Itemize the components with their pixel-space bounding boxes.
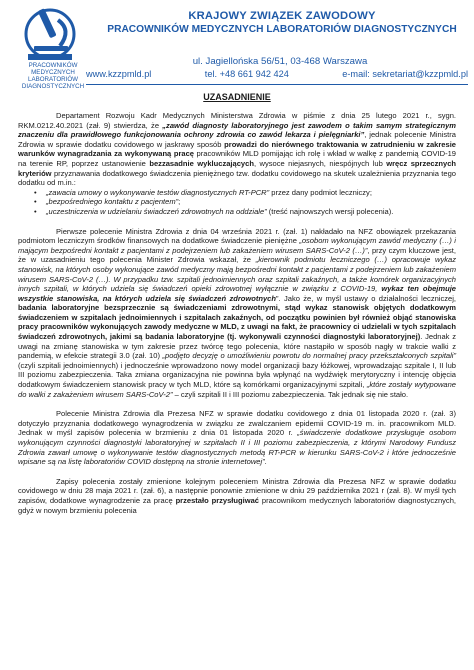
phone-number: tel. +48 661 942 424 — [204, 69, 289, 79]
quote-run: „świadczenie dodatkowe przysługuje osobom wykonującym czynności diagnostyki laboratoryjnej w szpitalach II i III poziomu zabezpieczenia, z którymi Narodowy Fundusz Zdrowia zawarł umowę o wykonywanie testów diagnostycznych metodą RT-PCR w kierunku SARS-CoV-2 i które jednocześnie wpisane są na listę laboratoriów COVID dostępną na stronie internetowej” — [18, 428, 456, 467]
criteria-list — [18, 188, 456, 217]
bold-run: przestało przysługiwać — [175, 495, 259, 505]
quote-run: „bezpośredniego kontaktu z pacjentem” — [46, 197, 179, 207]
spacer — [18, 467, 456, 477]
logo-line: MEDYCZNYCH — [31, 69, 75, 76]
text-run: pracownikom medycznych laboratoriów diagnostycznych, gdyż w nowym brzmieniu polecenia — [18, 495, 457, 515]
text-run: ; — [178, 197, 181, 207]
text-run: . — [264, 457, 267, 467]
text-run: (czyli szpitali jednoimiennych) i jednocześnie wprowadzono nowy model organizacji bazy łóżkowej, wprowadzając szpitale I, II lub III poziomu zabezpieczenia. Taka zmiana organizacyjna nie powinna była wpłynąć na wydźwięk merytoryczny i intencję objęcia dodatkowym świadczeniem stanowisk pracy w tych MLD, które są komórkami organizacyjnymi szpitali, — [18, 360, 456, 390]
organization-name — [96, 10, 468, 36]
text-run: – czyli szpitali II i III poziomu zabezpieczenia. Tak jednak się nie stało. — [172, 389, 409, 399]
text-run: , przy czym kluczowe jest, że w uzasadnieniu tego polecenia Minister Zdrowia wskazał, że — [18, 245, 456, 265]
text-run: przez dany podmiot leczniczy; — [269, 187, 372, 197]
contact-line — [86, 69, 468, 79]
document-body — [18, 111, 456, 515]
org-name-line1: KRAJOWY ZWIĄZEK ZAWODOWY — [188, 10, 376, 22]
paragraph-3 — [18, 409, 456, 467]
logo-line: DIAGNOSTYCZNYCH — [21, 83, 85, 90]
text-run: przyznawania dodatkowego świadczenia pieniężnego tzw. dodatku covidowego na skutek uzależnienia przyznania tego dodatku od m.in.: — [18, 168, 456, 188]
logo-caption — [8, 62, 98, 90]
paragraph-2 — [18, 227, 456, 400]
quote-run: „zawacia umowy o wykonywanie testów diagnostycznych RT-PCR” — [46, 187, 270, 197]
bold-run: wręcz sprzecznych kryteriów — [18, 158, 456, 178]
text-run: Pierwsze polecenie Ministra Zdrowia z dnia 04 września 2021 r. (zał. 1) nakładało na NFZ obowiązek przekazania podmiotom leczniczym środków finansowych na dodatkowe świadczenie pieniężne — [18, 226, 456, 246]
bold-run: badania laboratoryjne bezsprzecznie są świadczeniami zdrowotnymi, stąd wykaz stanowisk objętych dodatkowym świadczeniem w szpitalach jednoimiennych i szpitalach zakaźnych, od początku powinien był również objąć stanowiska pracy pracowników wykonujących zawody medyczne w MLD, z uwagi na fakt, że pracownicy ci udzielali w tych szpitalach świadczeń zdrowotnych, jakimi są badania laboratoryjne (tj. wykonywali czynności diagnostyki laboratoryjnej) — [18, 303, 456, 342]
spacer — [18, 399, 456, 409]
list-item — [46, 197, 456, 207]
logo-line: LABORATORIÓW — [28, 76, 78, 83]
paragraph-1 — [18, 111, 456, 188]
email-address[interactable]: e-mail: sekretariat@kzzpmld.pl — [342, 69, 468, 79]
text-run: , jednak polecenie Ministra Zdrowia w sprawie dodatku covidowego w jaskrawy sposób — [18, 130, 456, 149]
list-item — [46, 188, 456, 198]
quote-run: wykaz ten obejmuje wszystkie stanowiska, na których udziela się świadczeń zdrowotnych — [18, 284, 456, 303]
text-run: pracowników MLD pomijając ich rolę i wkład w walkę z pandemią COVID-19 na terenie RP, poprzez ustanowienie — [18, 149, 457, 168]
header-divider — [86, 84, 468, 85]
logo-line: PRACOWNIKÓW — [28, 62, 78, 69]
bold-run: bezzasadnie wykluczających — [149, 158, 254, 168]
postal-address: ul. Jagiellońska 56/51, 03-468 Warszawa — [192, 56, 368, 67]
org-name-line2: PRACOWNIKÓW MEDYCZNYCH LABORATORIÓW DIAGNOSTYCZNYCH — [107, 24, 457, 35]
text-run: , wysoce niejasnych, niespójnych lub — [253, 158, 387, 168]
bold-run: prowadzi do nierównego traktowania w zatrudnieniu w zakresie warunków wynagradzania za wykonywaną pracę — [18, 139, 456, 159]
quote-run: „podjęto decyzję o umożliwieniu powrotu do normalnej pracy przekształconych szpitali” — [162, 351, 456, 361]
text-run: . Jednak z uwagi na zmianę stanowiska w tym zakresie przez twórcę tego polecenia, które nastąpiło w sposób nagły w trakcie walki z pandemią, w efekcie strategii 3.0 (zał. 10) — [18, 332, 456, 361]
paragraph-4 — [18, 477, 456, 515]
text-run: Zapisy polecenia zostały zmienione kolejnym poleceniem Ministra Zdrowia dla Prezesa NFZ w sprawie dodatku covidowego w dniu 28 maja 2021 r. (zał. 6), a następnie ponownie zmienione w dniu 29 października 2021 r (zał. 8). W myśl tych zapisów, dodatkowe wynagrodzenie za pracę — [18, 476, 456, 505]
text-run: (treść najnowszych wersji polecenia). — [266, 206, 394, 216]
union-logo — [8, 6, 92, 106]
quote-run: „które zostały wytypowane do walki z zakażeniem wirusem SARS-CoV-2” — [18, 380, 456, 399]
website-link[interactable]: www.kzzpmld.pl — [86, 69, 152, 79]
spacer — [18, 217, 456, 227]
quote-run: „uczestniczenia w udzielaniu świadczeń zdrowotnych na oddziale” — [46, 206, 267, 216]
document-title: UZASADNIENIE — [203, 92, 271, 102]
list-item — [46, 207, 456, 217]
microscope-logo-icon — [8, 6, 92, 62]
text-run: ”. Jako że, w myśl ustawy o działalności leczniczej, — [276, 293, 456, 303]
text-run: Departament Rozwoju Kadr Medycznych Ministerstwa Zdrowia w piśmie z dnia 25 lutego 2021 r., sygn. RKM.0212.40.2021 (zał. 9) stwierdza, że — [18, 111, 456, 130]
quote-run: „zawód diagnosty laboratoryjnego jest zawodem o takim samym strategicznym znaczeniu dla prawidłowego funkcjonowania ochrony zdrowia co zawód lekarza i pielęgniarki” — [18, 120, 456, 140]
quote-run: „osobom wykonującym zawód medyczny (…) i mającym bezpośredni kontakt z pacjentami z podejrzeniem lub zakażeniem wirusem SARS-CoV-2 (…)” — [18, 236, 456, 255]
text-run: Polecenie Ministra Zdrowia dla Prezesa NFZ w sprawie dodatku covidowego z dnia 01 listopada 2020 r. (zał. 3) dotyczyło przyznania dodatkowego wynagrodzenia w związku ze zwalczaniem epidemii COVID-19 m. in. pracownikom MLD. Jednak w myśl zapisów polecenia w brzmieniu z dnia 01 listopada 2020 r. — [18, 409, 456, 438]
quote-run: „kierownik podmiotu leczniczego (…) opracowuje wykaz stanowisk, na których osoby wykonujące zawód medyczny mają bezpośredni kontakt z pacjentami z podejrzeniem lub zakażeniem wirusem SARS-CoV-2 (…). W przypadku tzw. szpitali jednoimiennych oraz szpitali zakaźnych, a także komórek organizacyjnych innych szpitali, w których udziela się świadczeń opieki zdrowotnej wyłącznie w związku z COVID-19, — [18, 255, 456, 294]
